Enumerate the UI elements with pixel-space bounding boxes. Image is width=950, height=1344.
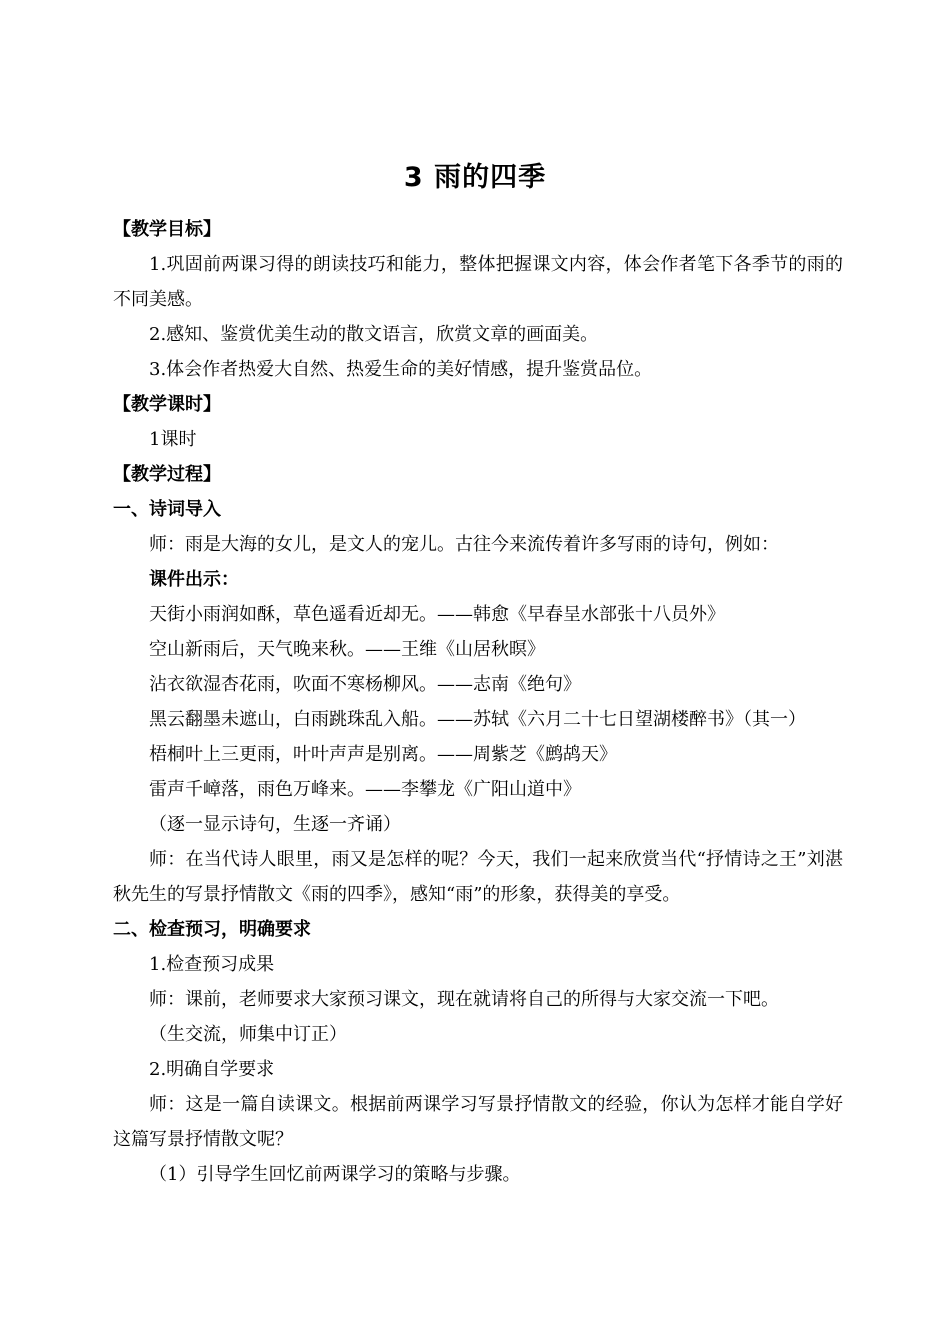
goal-3: 3.体会作者热爱大自然、热爱生命的美好情感，提升鉴赏品位。 xyxy=(149,359,653,380)
goals-heading: 【教学目标】 xyxy=(113,219,221,240)
poem-line: 沾衣欲湿杏花雨，吹面不寒杨柳风。——志南《绝句》 xyxy=(149,674,581,695)
step-1-text: 师：课前，老师要求大家预习课文，现在就请将自己的所得与大家交流一下吧。 xyxy=(149,989,779,1010)
hours-heading: 【教学课时】 xyxy=(113,394,221,415)
step-2-sub1: （1）引导学生回忆前两课学习的策略与步骤。 xyxy=(149,1164,521,1185)
step-2: 2.明确自学要求 xyxy=(149,1059,275,1080)
part2-heading: 二、检查预习，明确要求 xyxy=(113,919,311,940)
step-2-text: 师：这是一篇自读课文。根据前两课学习写景抒情散文的经验，你认为怎样才能自学好这篇写景抒情散文呢？ xyxy=(113,1094,843,1150)
hours-value: 1课时 xyxy=(149,429,197,450)
step-1-note: （生交流，师集中订正） xyxy=(149,1024,347,1045)
lesson-title: 3 雨的四季 xyxy=(403,162,547,193)
part1-heading: 一、诗词导入 xyxy=(113,499,221,520)
poem-line: 梧桐叶上三更雨，叶叶声声是别离。——周紫芝《鹧鸪天》 xyxy=(149,744,617,765)
poem-line: 天街小雨润如酥，草色遥看近却无。——韩愈《早春呈水部张十八员外》 xyxy=(149,604,725,625)
process-heading: 【教学过程】 xyxy=(113,464,221,485)
step-1: 1.检查预习成果 xyxy=(149,954,275,975)
part1-outro: 师：在当代诗人眼里，雨又是怎样的呢？今天，我们一起来欣赏当代“抒情诗之王”刘湛秋先生的写景抒情散文《雨的四季》，感知“雨”的形象，获得美的享受。 xyxy=(113,849,843,905)
poem-line: 雷声千嶂落，雨色万峰来。——李攀龙《广阳山道中》 xyxy=(149,779,581,800)
goal-1: 1.巩固前两课习得的朗读技巧和能力，整体把握课文内容，体会作者笔下各季节的雨的不同美感。 xyxy=(113,254,843,310)
poem-line: 空山新雨后，天气晚来秋。——王维《山居秋暝》 xyxy=(149,639,545,660)
document-body xyxy=(113,212,843,1192)
poem-line: 黑云翻墨未遮山，白雨跳珠乱入船。——苏轼《六月二十七日望湖楼醉书》（其一） xyxy=(149,709,806,730)
courseware-label: 课件出示： xyxy=(149,569,239,590)
goal-2: 2.感知、鉴赏优美生动的散文语言，欣赏文章的画面美。 xyxy=(149,324,599,345)
part1-intro: 师：雨是大海的女儿，是文人的宠儿。古往今来流传着许多写雨的诗句，例如： xyxy=(149,534,779,555)
poem-note: （逐一显示诗句，生逐一齐诵） xyxy=(149,814,401,835)
